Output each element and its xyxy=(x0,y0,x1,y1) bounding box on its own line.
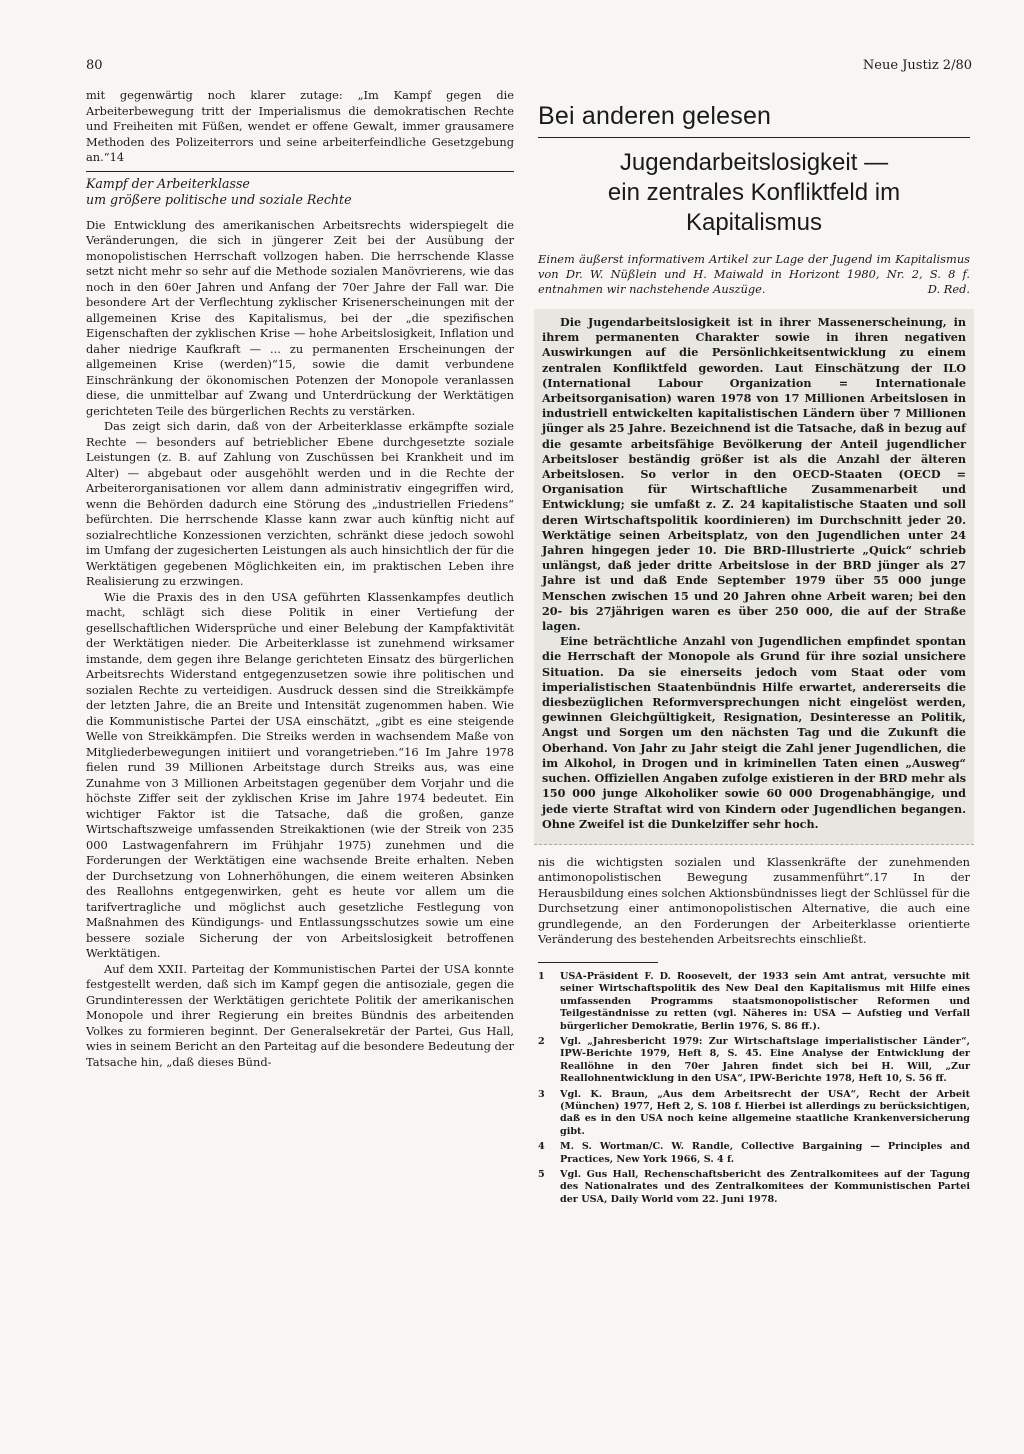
continuation-paragraph: nis die wichtigsten sozialen und Klassenkräfte der zunehmenden antimonopolistischen Bewegung zusammenführt“.17 In der Herausbildung eines solchen Aktionsbündnisses liegt der Schlüssel für die Durchsetzung einer antimonopolistischen Alternative, die auch eine grundlegende, an den Forderungen der Arbeiterklasse orientierte Veränderung des bestehenden Arbeitsrechts einschließt. xyxy=(538,854,970,947)
footnote-rule xyxy=(538,962,658,963)
left-column xyxy=(86,88,514,1070)
section-title: Bei anderen gelesen xyxy=(538,102,772,130)
footnote-text: Vgl. „Jahresbericht 1979: Zur Wirtschaftslage imperialistischer Länder“, IPW-Berichte 1979, Heft 8, S. 45. Eine Analyse der Entwicklung der Reallöhne in den 70er Jahren findet sich bei H. Will, „Zur Reallohnentwicklung in den USA“, IPW-Berichte 1978, Heft 10, S. 56 ff. xyxy=(560,1035,970,1085)
paragraph-4: Auf dem XXII. Parteitag der Kommunistischen Partei der USA konnte festgestellt werden, daß sich im Kampf gegen die antisoziale, gegen die Grundinteressen der Werktätigen gerichtete Politik der amerikanischen Monopole und ihrer Regierung ein breites Bündnis des arbeitenden Volkes zu formieren beginnt. Der Generalsekretär der Partei, Gus Hall, wies in seinem Bericht an den Parteitag auf die besondere Bedeutung der Tatsache hin, „daß dieses Bünd- xyxy=(86,961,514,1069)
footnote xyxy=(538,971,970,1033)
excerpt-paragraph-2: Eine beträchtliche Anzahl von Jugendlichen empfindet spontan die Herrschaft der Monopole als Grund für ihre sozial unsichere Situation. Da sie einerseits jedoch vom Staat oder vom imperialistischen Staatenbündnis Hilfe erwartet, andererseits die diesbezüglichen Reformversprechungen nicht eingelöst werden, gewinnen Gleichgültigkeit, Resignation, Desinteresse an Politik, Angst und Sorgen um den nächsten Tag und die Zukunft die Oberhand. Von Jahr zu Jahr steigt die Zahl jener Jugendlichen, die im Alkohol, in Drogen und in kriminellen Taten einen „Ausweg“ suchen. Offiziellen Angaben zufolge existieren in der BRD mehr als 150 000 junge Alkoholiker sowie 60 000 Drogenabhängige, und jede vierte Straftat wird von Kindern oder Jugendlichen begangen. Ohne Zweifel ist die Dunkelziffer sehr hoch. xyxy=(542,634,966,831)
footnote-text: USA-Präsident F. D. Roosevelt, der 1933 sein Amt antrat, versuchte mit seiner Wirtschaftspolitik des New Deal den Kapitalismus mit Hilfe eines umfassenden Programms staatsmonopolistischer Reformen und Teilgeständnisse zu retten (vgl. Näheres in: USA — Aufstieg und Verfall bürgerlicher Demokratie, Berlin 1976, S. 86 ff.). xyxy=(560,970,970,1032)
footnote-number: 4 xyxy=(538,1141,545,1153)
footnote xyxy=(538,1089,970,1139)
article-intro xyxy=(538,252,970,297)
section-rule xyxy=(538,137,970,138)
paragraph-1: Die Entwicklung des amerikanischen Arbeitsrechts widerspiegelt die Veränderungen, die sich in jüngerer Zeit bei der Ausübung der monopolistischen Herrschaft vollzogen haben. Die herrschende Klasse setzt nicht mehr so sehr auf die Methode sozialen Manövrierens, wie das noch in den 60er Jahren und Anfang der 70er Jahre der Fall war. Die besondere Art der Verflechtung zyklischer Krisenerscheinungen mit der allgemeinen Krise des Kapitalismus, bei der „die spezifischen Eigenschaften der zyklischen Krise — hohe Arbeitslosigkeit, Inflation und daher niedrige Kaufkraft — ... zu permanenten Erscheinungen der allgemeinen Krise (werden)“15, sowie die damit verbundene Einschränkung der ökonomischen Potenzen der Monopole veranlassen diese, die unmittelbar auf Zwang und Unterdrückung der Werktätigen gerichteten Teile des bürgerlichen Rechts zu verstärken. xyxy=(86,217,514,418)
journal-issue: Neue Justiz 2/80 xyxy=(862,58,972,73)
subheading xyxy=(86,176,514,208)
right-column xyxy=(538,88,970,1209)
subheading-line-1: Kampf der Arbeiterklasse xyxy=(86,175,250,191)
excerpt-paragraph-1: Die Jugendarbeitslosigkeit ist in ihrer Massenerscheinung, in ihrem permanenten Charakter sowie in ihren negativen Auswirkungen auf die Persönlichkeitsentwicklung zu einem zentralen Konfliktfeld geworden. Laut Einschätzung der ILO (International Labour Organization = Internationale Arbeitsorganisation) waren 1978 von 17 Millionen Arbeitslosen in industriell entwickelten kapitalistischen Ländern über 7 Millionen jünger als 25 Jahre. Bezeichnend ist die Tatsache, daß in bezug auf die gesamte arbeitsfähige Bevölkerung der Anteil jugendlicher Arbeitsloser beständig größer ist als die Anzahl der älteren Arbeitslosen. So verlor in den OECD-Staaten (OECD = Organisation für Wirtschaftliche Zusammenarbeit und Entwicklung; sie umfaßt z. Z. 24 kapitalistische Staaten und soll deren Wirtschaftspolitik koordinieren) im Durchschnitt jeder 20. Werktätige seinen Arbeitsplatz, von den Jugendlichen unter 24 Jahren hingegen jeder 10. Die BRD-Illustrierte „Quick“ schrieb unlängst, daß jeder dritte Arbeitslose in der BRD jünger als 27 Jahre ist und daß Ende September 1979 über 55 000 junge Menschen zwischen 15 und 20 Jahren ohne Arbeit waren; bei den 20- bis 27jährigen waren es über 250 000, die auf der Straße lagen. xyxy=(542,315,966,634)
footnote-number: 3 xyxy=(538,1088,545,1100)
footnotes xyxy=(538,971,970,1206)
footnote-number: 2 xyxy=(538,1035,545,1047)
footnote-text: M. S. Wortman/C. W. Randle, Collective Bargaining — Principles and Practices, New York 1966, S. 4 f. xyxy=(560,1141,970,1165)
footnote-text: Vgl. Gus Hall, Rechenschaftsbericht des Zentralkomitees auf der Tagung des Nationalrates und des Zentralkomitees der Kommunistischen Partei der USA, Daily World vom 22. Juni 1978. xyxy=(560,1169,970,1205)
footnote xyxy=(538,1169,970,1206)
article-title xyxy=(538,148,970,238)
subheading-line-2: um größere politische und soziale Rechte xyxy=(86,191,352,207)
editor-credit: D. Red. xyxy=(927,282,970,296)
paragraph-3: Wie die Praxis des in den USA geführten Klassenkampfes deutlich macht, schlägt sich diese Politik in einer Vertiefung der gesellschaftlichen Widersprüche und einer Belebung der Kampfaktivität der Werktätigen nieder. Die Arbeiterklasse ist zunehmend wirksamer imstande, dem gegen ihre Belange gerichteten Einsatz des bürgerlichen Arbeitsrechts Widerstand entgegenzusetzen sowie ihre politischen und sozialen Rechte zu verteidigen. Ausdruck dessen sind die Streikkämpfe der letzten Jahre, die an Breite und Intensität zugenommen haben. Wie die Kommunistische Partei der USA einschätzt, „gibt es eine steigende Welle von Streikkämpfen. Die Streiks werden in wachsendem Maße von Mitgliederbewegungen initiiert und vorangetrieben.“16 Im Jahre 1978 fielen rund 39 Millionen Arbeitstage durch Streiks aus, was eine Zunahme von 3 Millionen Arbeitstagen gegenüber dem Vorjahr und die höchste Ziffer seit der zyklischen Krise im Jahre 1974 bedeutet. Ein wichtiger Faktor ist die Tatsache, daß die großen, ganze Wirtschaftszweige umfassenden Streikaktionen (wie der Streik von 235 000 Lastwagenfahrern im Frühjahr 1975) zunehmen und die Forderungen der Werktätigen eine wachsende Breite erhalten. Neben der Durchsetzung von Lohnerhöhungen, die einem weiteren Absinken des Reallohns entgegenwirken, geht es heute vor allem um die tarifvertragliche und möglichst auch gesetzliche Festlegung von Maßnahmen des Kündigungs- und Entlassungsschutzes sowie um eine bessere soziale Sicherung der von Arbeitslosigkeit betroffenen Werktätigen. xyxy=(86,589,514,960)
paragraph-2: Das zeigt sich darin, daß von der Arbeiterklasse erkämpfte soziale Rechte — besonders auf betrieblicher Ebene durchgesetzte soziale Leistungen (z. B. auf Zahlung von Zuschüssen bei Krankheit und im Alter) — abgebaut oder ausgehöhlt werden und in die Rechte der Arbeiterorganisationen vor allem dann administrativ eingegriffen wird, wenn die Behörden dadurch eine Störung des „industriellen Friedens“ befürchten. Die herrschende Klasse kann zwar auch künftig nicht auf sozialrechtliche Konzessionen verzichten, schränkt diese jedoch sowohl im Umfang der zugesicherten Leistungen als auch hinsichtlich der für die Werktätigen gegebenen Möglichkeiten ein, im praktischen Leben ihre Realisierung zu erzwingen. xyxy=(86,419,514,588)
article-intro-text: Einem äußerst informativem Artikel zur Lage der Jugend im Kapitalismus von Dr. W. Nüßlein und H. Maiwald in Horizont 1980, Nr. 2, S. 8 f. entnahmen wir nachstehende Auszüge. xyxy=(538,252,970,296)
footnote-text: Vgl. K. Braun, „Aus dem Arbeitsrecht der USA“, Recht der Arbeit (München) 1977, Heft 2, S. 108 f. Hierbei ist allerdings zu berücksichtigen, daß es in den USA noch keine allgemeine staatliche Krankenversicherung gibt. xyxy=(560,1088,970,1137)
article-title-line-2: ein zentrales Konfliktfeld im Kapitalismus xyxy=(607,179,901,236)
footnote xyxy=(538,1036,970,1086)
footnote-number: 1 xyxy=(538,970,545,982)
divider xyxy=(86,171,514,172)
article-title-line-1: Jugendarbeitslosigkeit — xyxy=(619,149,889,176)
footnote-number: 5 xyxy=(538,1169,545,1180)
page-number: 80 xyxy=(86,58,103,73)
excerpt-box xyxy=(534,309,974,845)
paragraph-intro: mit gegenwärtig noch klarer zutage: „Im Kampf gegen die Arbeiterbewegung tritt der Imperialismus die demokratischen Rechte und Freiheiten mit Füßen, wendet er offene Gewalt, immer grausamere Methoden des Polizeiterrors und seine arbeiterfeindliche Gesetzgebung an.“14 xyxy=(86,88,514,164)
footnote xyxy=(538,1141,970,1166)
